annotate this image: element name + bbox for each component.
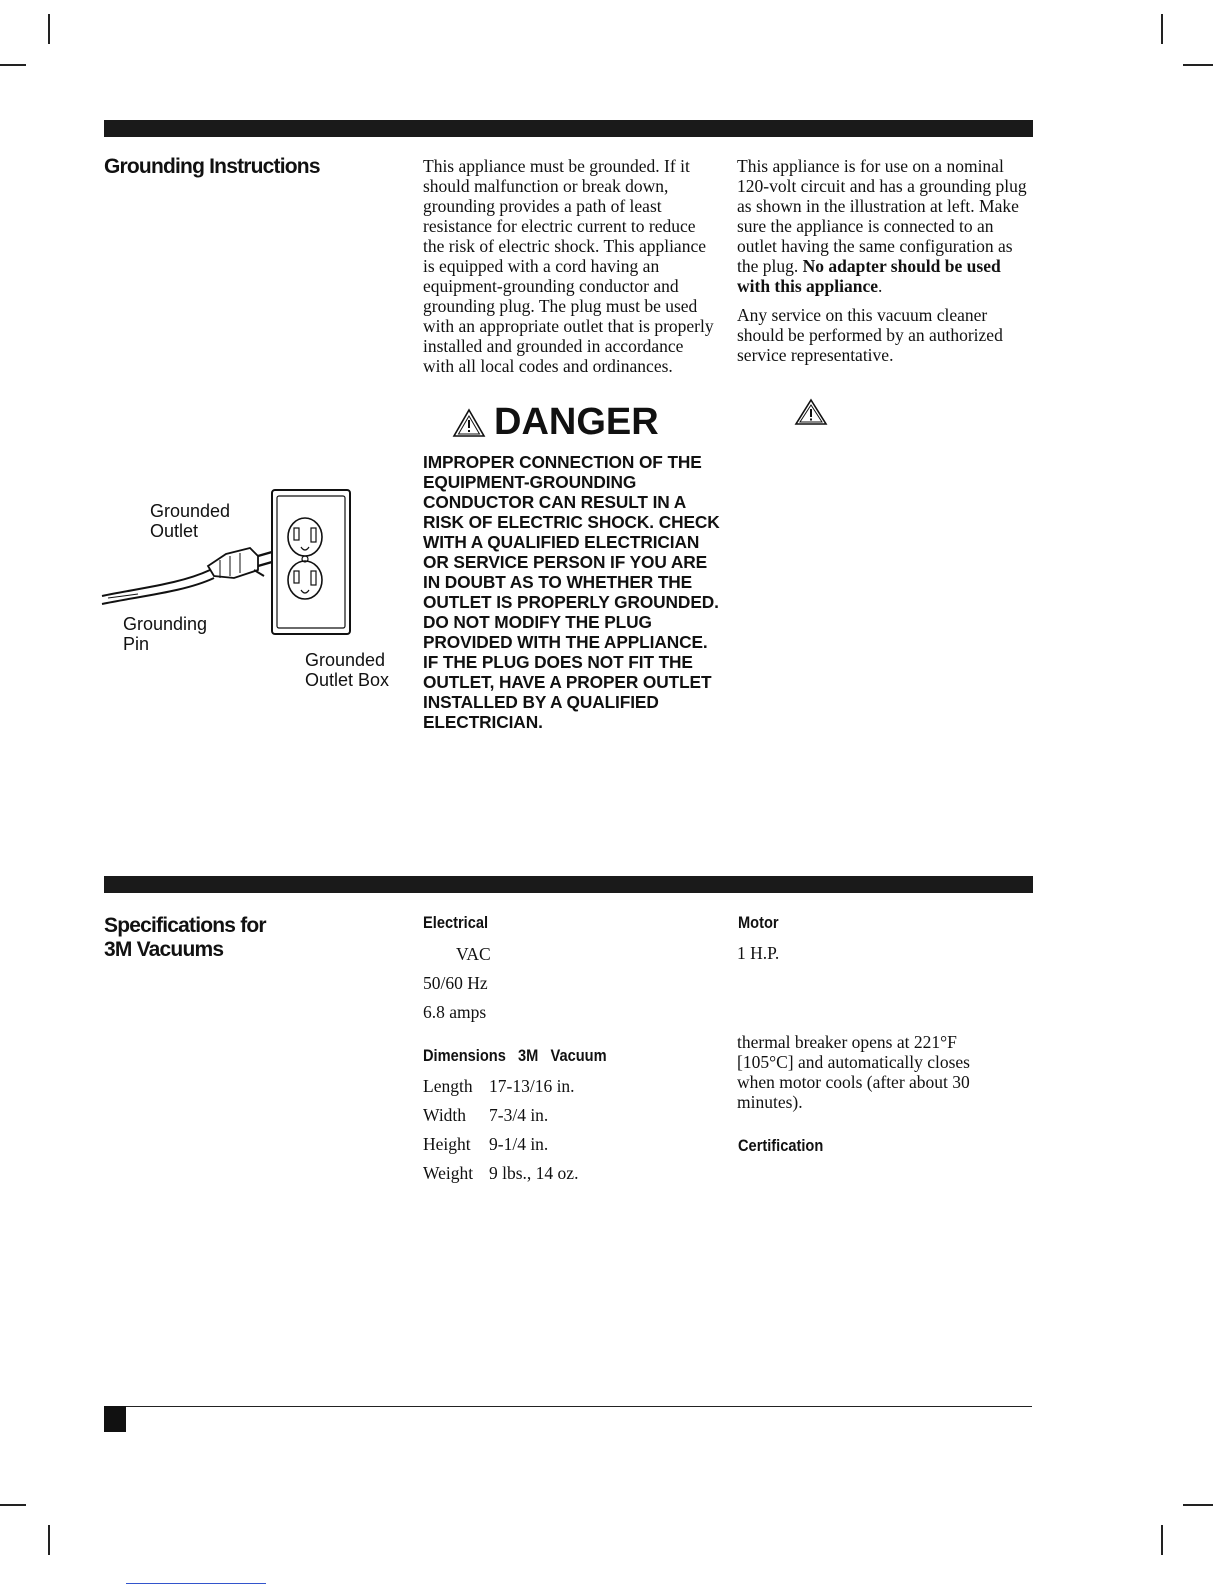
grounding-paragraph — [423, 156, 715, 385]
dimension-row-weight: Weight 9 lbs., 14 oz. — [423, 1163, 579, 1183]
motor-power: 1 H.P. — [737, 943, 780, 963]
danger-warning-text: IMPROPER CONNECTION OF THE EQUIPMENT-GROUNDING CONDUCTOR CAN RESULT IN A RISK OF ELECTRIC SHOCK. CHECK WITH A QUALIFIED ELECTRICIAN OR SERVICE PERSON IF YOU ARE IN DOUBT AS TO WHETHER THE OUTLET IS PROPERLY GROUNDED. DO NOT MODIFY THE PLUG PROVIDED WITH THE APPLIANCE. IF THE PLUG DOES NOT FIT THE OUTLET, HAVE A PROPER OUTLET INSTALLED BY A QUALIFIED ELECTRICIAN. — [423, 452, 720, 732]
grounding-voltage-paragraph — [737, 156, 1035, 374]
crop-mark — [48, 1525, 50, 1555]
electrical-voltage: VAC — [456, 944, 491, 964]
crop-mark — [1161, 1525, 1163, 1555]
motor-heading: Motor — [738, 913, 779, 932]
electrical-heading: Electrical — [423, 913, 489, 932]
danger-title: DANGER — [494, 401, 659, 443]
motor-thermal-note: thermal breaker opens at 221°F [105°C] and automatically closes when motor cools (after about 30 minutes). — [737, 1032, 970, 1112]
crop-mark — [0, 64, 26, 66]
section-divider-bar — [104, 876, 1033, 893]
dimension-row-width: Width 7-3/4 in. — [423, 1105, 549, 1125]
electrical-amperage: 6.8 amps — [423, 1002, 487, 1022]
page-marker — [104, 1406, 126, 1432]
bottom-underline — [126, 1583, 266, 1584]
service-text: Any service on this vacuum cleaner should be performed by an authorized service representative. — [737, 305, 1003, 365]
adapter-warning: No adapter should be used with this appliance — [737, 256, 1001, 296]
crop-mark — [1183, 64, 1213, 66]
section-title-grounding: Grounding Instructions — [104, 155, 320, 178]
crop-mark — [48, 14, 50, 44]
danger-heading — [452, 401, 659, 444]
grounding-pin-label: Grounding Pin — [123, 614, 208, 654]
certification-heading: Certification — [738, 1136, 824, 1155]
warning-triangle-icon — [794, 398, 828, 426]
voltage-text: This appliance is for use on a nominal 120-volt circuit and has a grounding plug as shown in the illustration at left. Make sure the appliance is connected to an outlet having the same configuration as the plug. No adapter should be used with this appliance. — [737, 156, 1027, 296]
section-title-specifications: Specifications for 3M Vacuums — [104, 914, 266, 961]
footer-rule — [104, 1406, 1032, 1407]
warning-triangle-icon — [452, 408, 486, 438]
grounding-body-text: This appliance must be grounded. If it should malfunction or break down, grounding provides a path of least resistance for electric current to reduce the risk of electric shock. This appliance is equipped with a cord having an equipment-grounding conductor and grounding plug. The plug must be used with an appropriate outlet that is properly installed and grounded in accordance with all local codes and ordinances. — [423, 156, 714, 376]
crop-mark — [1183, 1504, 1213, 1506]
section-divider-bar — [104, 120, 1033, 137]
dimensions-heading: Dimensions 3M Vacuum — [423, 1046, 607, 1065]
crop-mark — [0, 1504, 26, 1506]
dimension-row-height: Height 9-1/4 in. — [423, 1134, 549, 1154]
dimension-row-length: Length 17-13/16 in. — [423, 1076, 575, 1096]
grounded-outlet-label: Grounded Outlet — [150, 501, 231, 541]
outlet-box-label: Grounded Outlet Box — [305, 650, 390, 690]
crop-mark — [1161, 14, 1163, 44]
electrical-frequency: 50/60 Hz — [423, 973, 488, 993]
